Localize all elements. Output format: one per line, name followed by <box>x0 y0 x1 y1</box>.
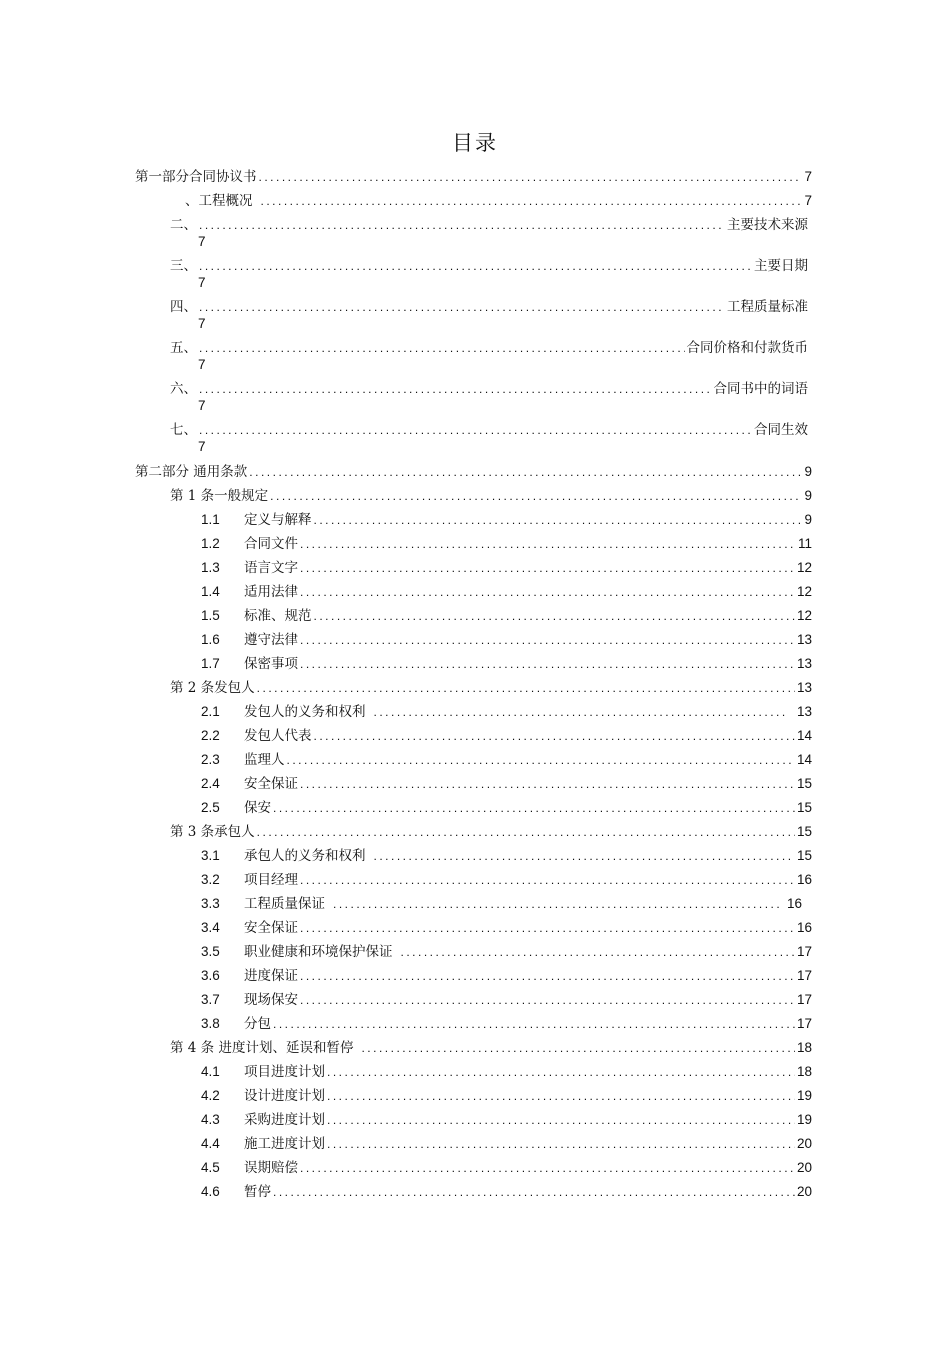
section-title: 设计进度计划 <box>244 1088 325 1104</box>
toc-label <box>201 990 298 1010</box>
section-number: 3.5 <box>201 944 220 959</box>
section-number: 3.4 <box>201 920 220 935</box>
toc-page: 7 <box>198 234 206 249</box>
toc-entry[interactable] <box>170 338 808 358</box>
section-number: 4.6 <box>201 1184 220 1199</box>
toc-title: 合同生效 <box>754 422 808 438</box>
leader-dots <box>300 1158 795 1178</box>
section-title: 安全保证 <box>244 920 298 936</box>
section-title: 发包人的义务和权利 <box>244 704 366 720</box>
toc-page: 15 <box>796 800 812 815</box>
section-title: 发包人代表 <box>244 728 312 744</box>
toc-page: 7 <box>198 439 206 454</box>
toc-label: 、工程概况 <box>185 193 253 209</box>
toc-page: 12 <box>796 584 812 599</box>
leader-dots <box>199 420 752 440</box>
section-title: 项目经理 <box>244 872 298 888</box>
section-title: 语言文字 <box>244 560 298 576</box>
section-title: 遵守法律 <box>244 632 298 648</box>
toc-label <box>201 1134 325 1154</box>
toc-entry-section[interactable] <box>201 1014 812 1034</box>
leader-dots <box>257 678 795 698</box>
toc-label <box>201 582 298 602</box>
toc-page: 7 <box>804 193 812 208</box>
section-number: 1.2 <box>201 536 220 551</box>
leader-dots <box>401 942 795 962</box>
toc-entry-section[interactable] <box>201 630 812 650</box>
section-title: 合同文件 <box>244 536 298 552</box>
leader-dots <box>327 1134 795 1154</box>
toc-page: 17 <box>796 944 812 959</box>
toc-page: 18 <box>796 1064 812 1079</box>
leader-dots <box>261 191 803 211</box>
toc-page: 11 <box>797 536 812 551</box>
toc-page: 12 <box>796 608 812 623</box>
toc-label <box>201 1062 325 1082</box>
section-title: 暂停 <box>244 1184 271 1200</box>
leader-dots <box>361 1038 795 1058</box>
toc-entry-section[interactable] <box>201 1110 812 1130</box>
section-number: 3.8 <box>201 1016 220 1031</box>
leader-dots <box>257 822 795 842</box>
toc-page: 9 <box>804 488 812 503</box>
toc-page: 17 <box>796 1016 812 1031</box>
leader-dots <box>300 774 795 794</box>
section-number: 2.3 <box>201 752 220 767</box>
toc-entry[interactable] <box>170 379 808 399</box>
toc-entry-part2[interactable] <box>135 462 812 482</box>
section-title: 分包 <box>244 1016 271 1032</box>
toc-label: 四、 <box>170 299 197 315</box>
section-title: 适用法律 <box>244 584 298 600</box>
toc-entry-section[interactable] <box>201 798 812 818</box>
section-number: 2.2 <box>201 728 220 743</box>
toc-label <box>201 750 285 770</box>
toc-entry-article[interactable] <box>170 486 812 506</box>
leader-dots <box>300 870 795 890</box>
toc-page: 19 <box>796 1112 812 1127</box>
leader-dots <box>199 256 752 276</box>
toc-label <box>201 1014 271 1034</box>
section-title: 项目进度计划 <box>244 1064 325 1080</box>
toc-page: 18 <box>796 1040 812 1055</box>
leader-dots <box>273 1014 795 1034</box>
toc-label: 二、 <box>170 217 197 233</box>
toc-label <box>201 558 298 578</box>
toc-label: 五、 <box>170 340 197 356</box>
toc-page: 15 <box>796 776 812 791</box>
toc-entry-section[interactable] <box>201 774 812 794</box>
section-title: 监理人 <box>244 752 285 768</box>
toc-entry[interactable] <box>170 215 808 235</box>
section-number: 2.5 <box>201 800 220 815</box>
toc-page: 13 <box>796 680 812 695</box>
toc-page: 20 <box>796 1136 812 1151</box>
leader-dots <box>199 297 725 317</box>
toc-label: 第 2 条发包人 <box>170 680 255 696</box>
toc-label <box>201 630 298 650</box>
section-title: 误期赔偿 <box>244 1160 298 1176</box>
toc-entry-section[interactable] <box>201 966 812 986</box>
toc-entry-section[interactable] <box>201 750 812 770</box>
toc-label <box>201 846 366 866</box>
toc-title: 合同价格和付款货币 <box>686 340 808 356</box>
toc-entry-section[interactable] <box>201 534 812 554</box>
toc-entry-section[interactable] <box>201 1086 812 1106</box>
toc-entry-article[interactable] <box>170 678 812 698</box>
section-number: 1.3 <box>201 560 220 575</box>
toc-page: 7 <box>198 275 206 290</box>
leader-dots <box>374 846 791 866</box>
section-title: 定义与解释 <box>244 512 312 528</box>
section-number: 1.7 <box>201 656 220 671</box>
toc-label <box>201 1182 271 1202</box>
toc-page: 15 <box>796 848 812 863</box>
section-number: 3.2 <box>201 872 220 887</box>
toc-label <box>201 606 312 626</box>
toc-page: 16 <box>796 920 812 935</box>
section-number: 4.3 <box>201 1112 220 1127</box>
toc-label <box>201 654 298 674</box>
toc-label <box>201 918 298 938</box>
section-title: 保安 <box>244 800 271 816</box>
toc-label <box>201 774 298 794</box>
toc-entry[interactable] <box>170 256 808 276</box>
toc-entry-part1[interactable] <box>135 167 812 187</box>
toc-title: 主要日期 <box>754 258 808 274</box>
section-number: 1.4 <box>201 584 220 599</box>
section-number: 3.3 <box>201 896 220 911</box>
toc-label: 第 4 条 进度计划、延误和暂停 <box>170 1040 354 1056</box>
toc-page: 17 <box>796 992 812 1007</box>
section-title: 现场保安 <box>244 992 298 1008</box>
leader-dots <box>300 630 795 650</box>
toc-entry-section[interactable] <box>201 582 812 602</box>
toc-label: 第 3 条承包人 <box>170 824 255 840</box>
toc-entry-section[interactable] <box>201 990 812 1010</box>
section-title: 承包人的义务和权利 <box>244 848 366 864</box>
toc-label <box>201 726 312 746</box>
toc-entry-article[interactable] <box>170 822 812 842</box>
toc-page: 12 <box>796 560 812 575</box>
toc-entry-section[interactable] <box>201 870 812 890</box>
leader-dots <box>300 582 795 602</box>
leader-dots <box>270 486 802 506</box>
toc-entry-section[interactable] <box>201 918 812 938</box>
toc-label <box>201 510 312 530</box>
toc-page: 7 <box>198 398 206 413</box>
section-number: 4.5 <box>201 1160 220 1175</box>
section-number: 3.6 <box>201 968 220 983</box>
toc-page: 17 <box>796 968 812 983</box>
toc-page: 7 <box>198 316 206 331</box>
leader-dots <box>199 215 725 235</box>
leader-dots <box>314 726 795 746</box>
section-title: 保密事项 <box>244 656 298 672</box>
section-number: 3.7 <box>201 992 220 1007</box>
toc-entry-section[interactable] <box>201 510 812 530</box>
page-title: 目录 <box>452 131 498 155</box>
toc-label: 七、 <box>170 422 197 438</box>
toc-page: 13 <box>796 632 812 647</box>
section-number: 2.1 <box>201 704 220 719</box>
section-title: 职业健康和环境保护保证 <box>244 944 393 960</box>
section-title: 安全保证 <box>244 776 298 792</box>
leader-dots <box>314 510 803 530</box>
section-number: 1.6 <box>201 632 220 647</box>
toc-title: 合同书中的词语 <box>713 381 808 397</box>
toc-entry-section[interactable] <box>201 702 812 722</box>
leader-dots <box>327 1062 795 1082</box>
toc-page: 19 <box>796 1088 812 1103</box>
section-title: 工程质量保证 <box>244 896 325 912</box>
toc-label <box>201 1086 325 1106</box>
leader-dots <box>374 702 787 722</box>
leader-dots <box>300 534 796 554</box>
toc-page: 7 <box>198 357 206 372</box>
leader-dots <box>333 894 781 914</box>
leader-dots <box>259 167 803 187</box>
toc-page: 7 <box>804 169 812 184</box>
toc-label <box>201 534 298 554</box>
toc-page: 15 <box>796 824 812 839</box>
leader-dots <box>327 1110 795 1130</box>
toc-label <box>201 894 325 914</box>
section-number: 3.1 <box>201 848 220 863</box>
toc-entry[interactable] <box>170 297 808 317</box>
toc-label <box>201 1110 325 1130</box>
toc-entry-section[interactable] <box>201 1134 812 1154</box>
toc-page: 20 <box>796 1184 812 1199</box>
toc-label: 第 1 条一般规定 <box>170 488 269 504</box>
toc-title: 主要技术来源 <box>727 217 808 233</box>
section-number: 1.1 <box>201 512 220 527</box>
toc-entry-section[interactable] <box>201 1158 812 1178</box>
toc-label <box>201 798 271 818</box>
toc-page: 9 <box>804 464 812 479</box>
section-number: 4.2 <box>201 1088 220 1103</box>
toc-label <box>201 702 366 722</box>
toc-label <box>201 1158 298 1178</box>
toc-page: 14 <box>796 752 812 767</box>
leader-dots <box>300 558 795 578</box>
leader-dots <box>199 379 712 399</box>
toc-page: 16 <box>786 896 802 911</box>
toc-label <box>201 870 298 890</box>
toc-page: 9 <box>804 512 812 527</box>
toc-entry[interactable] <box>185 191 812 211</box>
leader-dots <box>273 1182 795 1202</box>
leader-dots <box>327 1086 795 1106</box>
toc-entry-section[interactable] <box>201 726 812 746</box>
toc-entry-article[interactable] <box>170 1038 812 1058</box>
section-title: 采购进度计划 <box>244 1112 325 1128</box>
toc-entry-section[interactable] <box>201 894 802 914</box>
toc-page: 16 <box>796 872 812 887</box>
toc-entry-section[interactable] <box>201 846 812 866</box>
section-number: 4.1 <box>201 1064 220 1079</box>
toc-label: 第一部分合同协议书 <box>135 169 257 185</box>
toc-page: 20 <box>796 1160 812 1175</box>
toc-page: 13 <box>796 656 812 671</box>
section-number: 4.4 <box>201 1136 220 1151</box>
toc-label: 三、 <box>170 258 197 274</box>
section-title: 标准、规范 <box>244 608 312 624</box>
toc-label <box>201 966 298 986</box>
leader-dots <box>273 798 795 818</box>
toc-entry-section[interactable] <box>201 1182 812 1202</box>
section-number: 1.5 <box>201 608 220 623</box>
toc-entry-section[interactable] <box>201 942 812 962</box>
section-title: 施工进度计划 <box>244 1136 325 1152</box>
section-number: 2.4 <box>201 776 220 791</box>
toc-entry-section[interactable] <box>201 558 812 578</box>
leader-dots <box>300 654 795 674</box>
toc-entry-section[interactable] <box>201 1062 812 1082</box>
toc-title: 工程质量标准 <box>727 299 808 315</box>
toc-page: 14 <box>796 728 812 743</box>
leader-dots <box>314 606 795 626</box>
section-title: 进度保证 <box>244 968 298 984</box>
leader-dots <box>300 918 795 938</box>
leader-dots <box>300 966 795 986</box>
toc-page: 13 <box>796 704 812 719</box>
toc-label: 第二部分 通用条款 <box>135 464 248 480</box>
leader-dots <box>249 462 802 482</box>
leader-dots <box>199 338 685 358</box>
toc-entry[interactable] <box>170 420 808 440</box>
leader-dots <box>300 990 795 1010</box>
toc-entry-section[interactable] <box>201 606 812 626</box>
toc-label <box>201 942 393 962</box>
toc-entry-section[interactable] <box>201 654 812 674</box>
leader-dots <box>287 750 795 770</box>
toc-label: 六、 <box>170 381 197 397</box>
